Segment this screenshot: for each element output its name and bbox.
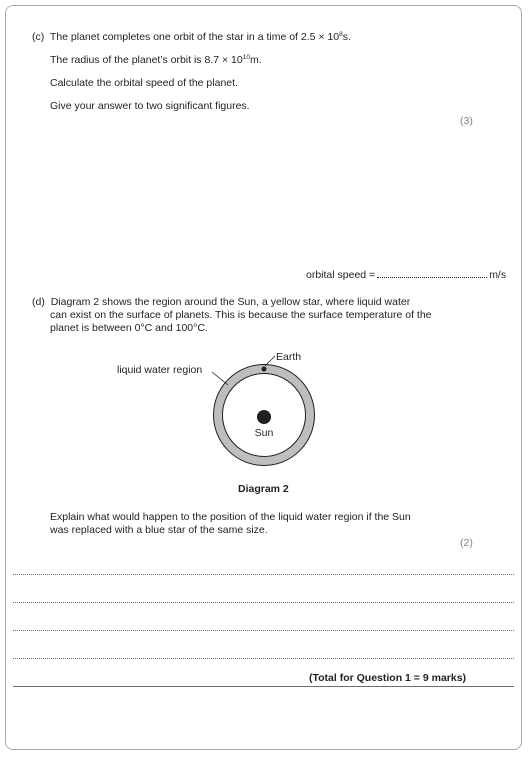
part-c-line3: Calculate the orbital speed of the planet.	[50, 77, 238, 89]
answer-writing-line[interactable]	[13, 574, 514, 575]
answer-writing-line[interactable]	[13, 658, 514, 659]
label-sun: Sun	[254, 427, 274, 439]
total-marks: (Total for Question 1 = 9 marks)	[309, 672, 467, 684]
part-c-line2: The radius of the planet’s orbit is $8.7 \times 10^{10}m$.	[50, 54, 262, 66]
region-leader-line	[212, 372, 228, 385]
part-d-question-line2: was replaced with a blue star of the same size.	[50, 524, 268, 536]
answer-label: orbital speed =	[306, 269, 376, 281]
part-d-label: (d)	[32, 296, 45, 308]
answer-writing-line[interactable]	[13, 602, 514, 603]
part-d-question-line1: Explain what would happen to the position of the liquid water region if the Sun	[50, 511, 411, 523]
part-d-line2: can exist on the surface of planets. This is because the surface temperature of the	[50, 309, 432, 321]
part-c-marks: (3)	[460, 115, 473, 127]
part-d-line1: (d) Diagram 2 shows the region around the Sun, a yellow star, where liquid water	[32, 296, 411, 308]
diagram-caption: Diagram 2	[238, 483, 289, 495]
total-divider	[13, 686, 514, 687]
part-c-line4: Give your answer to two significant figures.	[50, 100, 250, 112]
sun-dot	[257, 410, 271, 424]
label-liquid-water-region: liquid water region	[117, 364, 203, 376]
answer-unit: m/s	[489, 269, 507, 281]
label-earth: Earth	[276, 351, 302, 363]
earth-dot	[262, 367, 267, 372]
answer-writing-line[interactable]	[13, 630, 514, 631]
part-c-line1: (c) The planet completes one orbit of the star in a time of $2.5 \times 10^8s$.	[32, 31, 351, 43]
part-d-marks: (2)	[460, 537, 473, 549]
part-d-line3: planet is between 0°C and 100°C.	[50, 322, 208, 334]
part-c-label: (c)	[32, 31, 45, 43]
